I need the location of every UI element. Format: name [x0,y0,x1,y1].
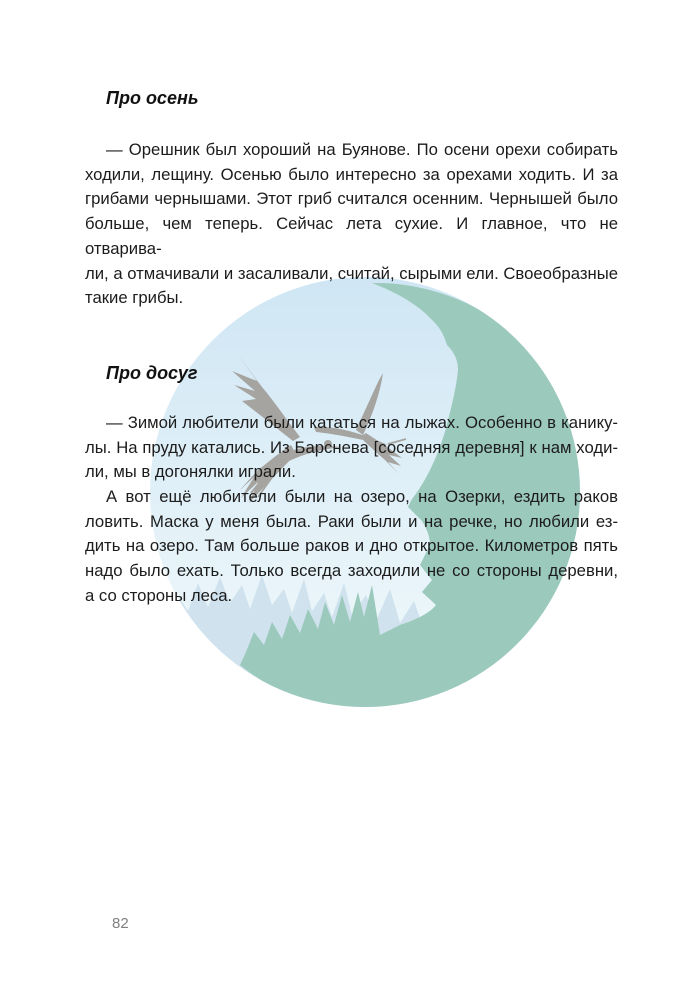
text-line: ли, мы в догонялки играли. [85,462,296,482]
text-line: дить на озеро. Там больше раков и дно открытое. Километров пять [85,536,618,556]
text-line: лы. На пруду катались. Из Барснева [соседняя деревня] к нам ходи- [85,437,618,457]
paragraph [85,411,618,485]
text-line: — Зимой любители были кататься на лыжах. Особенно в канику- [106,412,618,432]
text-line: А вот ещё любители были на озеро, на Озерки, ездить раков [106,487,618,507]
text-line: — Орешник был хороший на Буянове. По осени орехи собирать [106,140,618,159]
page-number: 82 [112,915,129,932]
text-line: грибами чернышами. Этот гриб считался осенним. Чернышей было [85,189,618,209]
paragraph [85,485,618,609]
section-heading-leisure: Про досуг [106,362,198,383]
text-line: ходили, лещину. Осенью было интересно за орехами ходить. И за [85,164,618,184]
text-column [85,88,618,609]
text-line: такие грибы. [85,288,184,308]
paragraph [85,138,618,311]
text-line: ли, а отмачивали и засаливали, считай, сырыми ели. Своеобразные [85,263,618,283]
text-line: надо было ехать. Только всегда заходили не со стороны деревни, [85,561,618,581]
section-heading-autumn: Про осень [106,88,199,108]
text-line: больше, чем теперь. Сейчас лета сухие. И главное, что не отварива- [85,214,618,258]
text-line: ловить. Маска у меня была. Раки были и на речке, но любили ез- [85,511,618,531]
text-line: а со стороны леса. [85,585,233,605]
